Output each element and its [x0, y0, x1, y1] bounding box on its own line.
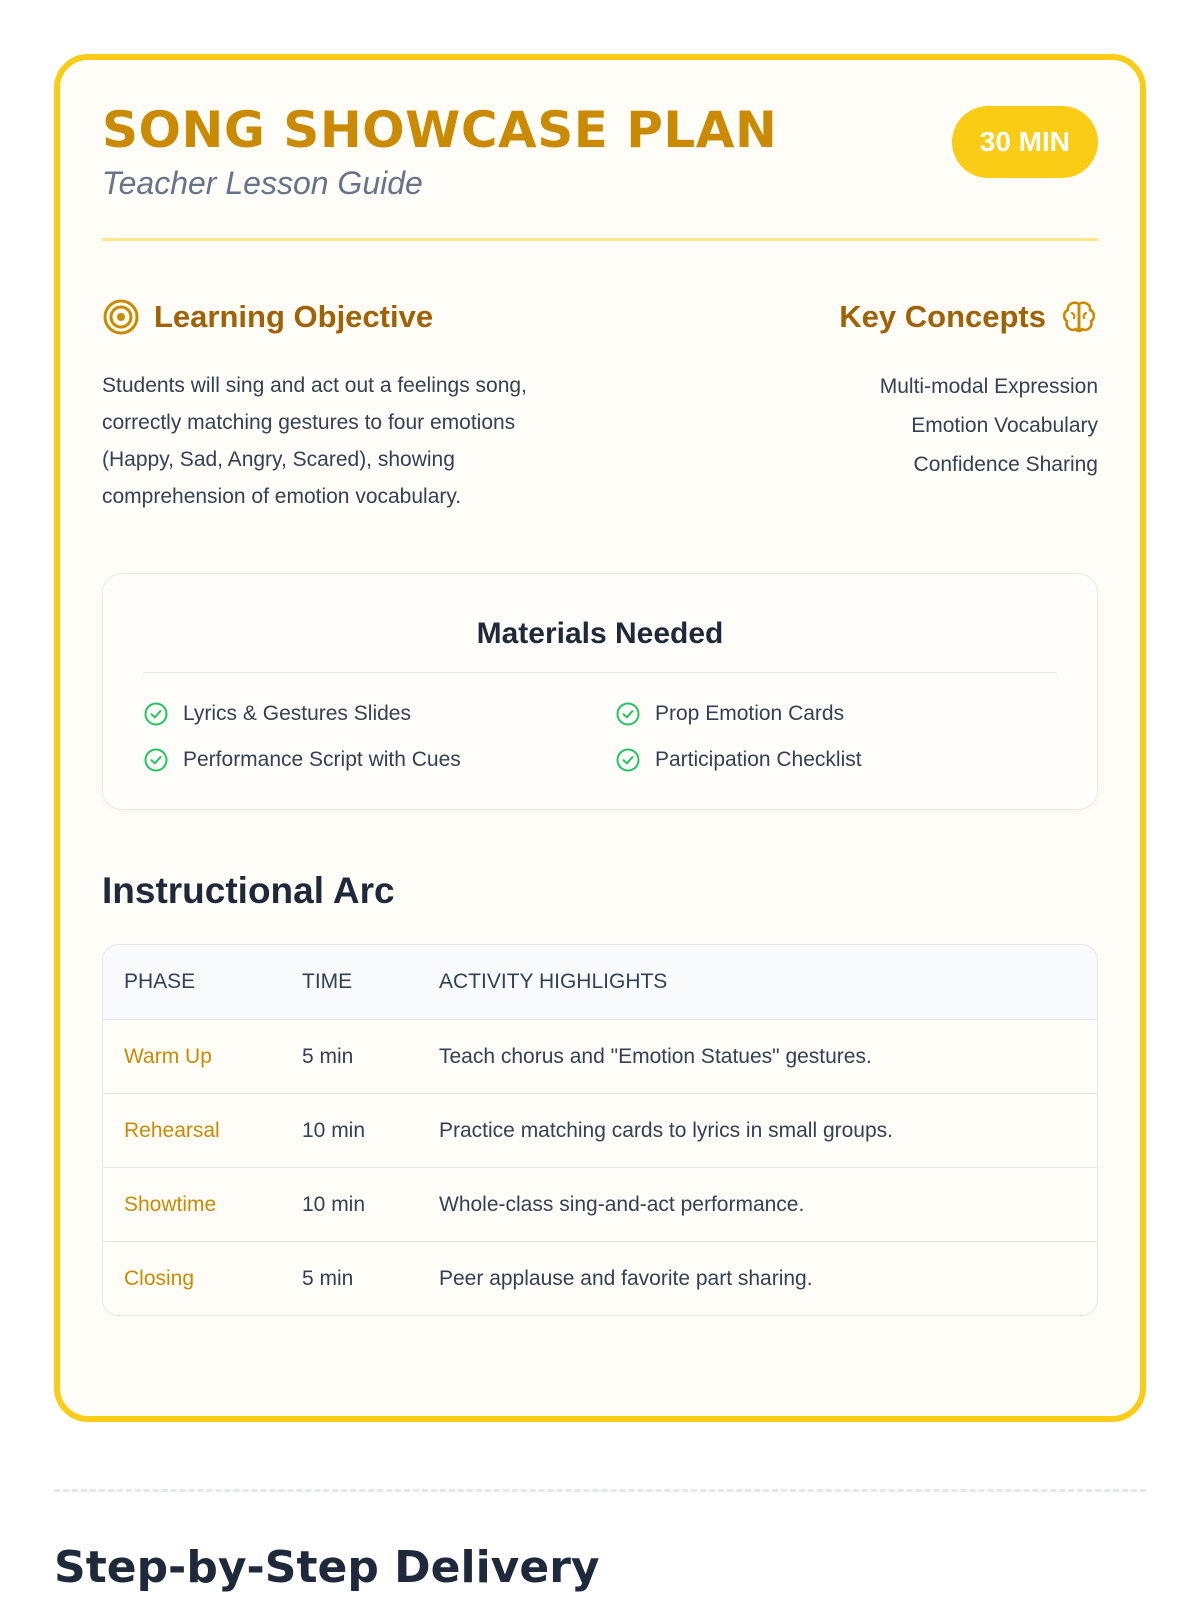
activity-cell: Peer applause and favorite part sharing. [439, 1266, 813, 1290]
table-row [103, 1019, 1097, 1093]
materials-divider [143, 672, 1057, 673]
overview-section [102, 297, 1098, 515]
material-label: Participation Checklist [655, 748, 862, 771]
time-cell: 10 min [302, 1192, 366, 1216]
activity-cell: Practice matching cards to lyrics in small groups. [439, 1118, 893, 1142]
key-concepts-list [698, 367, 1098, 484]
phase-cell: Rehearsal [124, 1118, 220, 1142]
column-header-phase: PHASE [124, 970, 196, 993]
material-item [615, 699, 1057, 729]
table-header-row [103, 945, 1097, 1019]
key-concept-item: Confidence Sharing [913, 453, 1098, 476]
materials-heading: Materials Needed [476, 617, 724, 650]
materials-panel [102, 573, 1098, 810]
material-label: Lyrics & Gestures Slides [183, 702, 411, 725]
section-divider [54, 1489, 1146, 1492]
phase-cell: Closing [124, 1266, 195, 1290]
material-item [615, 745, 1057, 775]
key-concept-item: Emotion Vocabulary [911, 414, 1098, 437]
time-cell: 10 min [302, 1118, 366, 1142]
time-cell: 5 min [302, 1044, 354, 1068]
check-circle-icon [615, 747, 641, 773]
instructional-arc-heading: Instructional Arc [102, 870, 395, 911]
step-by-step-delivery-heading: Step-by-Step Delivery [54, 1542, 600, 1593]
check-circle-icon [143, 701, 169, 727]
target-icon [102, 298, 140, 336]
instructional-arc-table [102, 944, 1098, 1316]
material-label: Performance Script with Cues [183, 748, 461, 771]
key-concepts-heading [698, 297, 1098, 337]
check-circle-icon [615, 701, 641, 727]
brain-icon [1060, 298, 1098, 336]
material-item [143, 699, 615, 729]
phase-cell: Showtime [124, 1192, 217, 1216]
card-header [102, 100, 1098, 202]
learning-objective-text: Students will sing and act out a feelings song, correctly matching gestures to four emotions (Happy, Sad, Angry, Scared), showing comprehension of emotion vocabulary. [102, 374, 527, 508]
lesson-plan-card [54, 54, 1146, 1422]
header-divider [102, 238, 1098, 241]
key-concept-item: Multi-modal Expression [879, 375, 1098, 398]
duration-badge: 30 MIN [952, 106, 1098, 178]
phase-cell: Warm Up [124, 1044, 212, 1068]
table-row [103, 1093, 1097, 1167]
check-circle-icon [143, 747, 169, 773]
title-block [102, 100, 777, 202]
page-subtitle: Teacher Lesson Guide [102, 165, 423, 201]
material-item [143, 745, 615, 775]
key-concepts-label: Key Concepts [839, 299, 1046, 334]
learning-objective-label: Learning Objective [154, 299, 434, 334]
learning-objective-heading [102, 297, 542, 337]
column-header-time: TIME [302, 970, 353, 993]
time-cell: 5 min [302, 1266, 354, 1290]
learning-objective [102, 297, 542, 515]
table-row [103, 1241, 1097, 1315]
column-header-activity: ACTIVITY HIGHLIGHTS [439, 970, 668, 993]
page-title: SONG SHOWCASE PLAN [102, 101, 778, 159]
materials-list [143, 699, 1057, 775]
material-label: Prop Emotion Cards [655, 702, 845, 725]
key-concepts [698, 297, 1098, 515]
activity-cell: Whole-class sing-and-act performance. [439, 1192, 805, 1216]
table-row [103, 1167, 1097, 1241]
activity-cell: Teach chorus and "Emotion Statues" gestures. [439, 1044, 872, 1068]
